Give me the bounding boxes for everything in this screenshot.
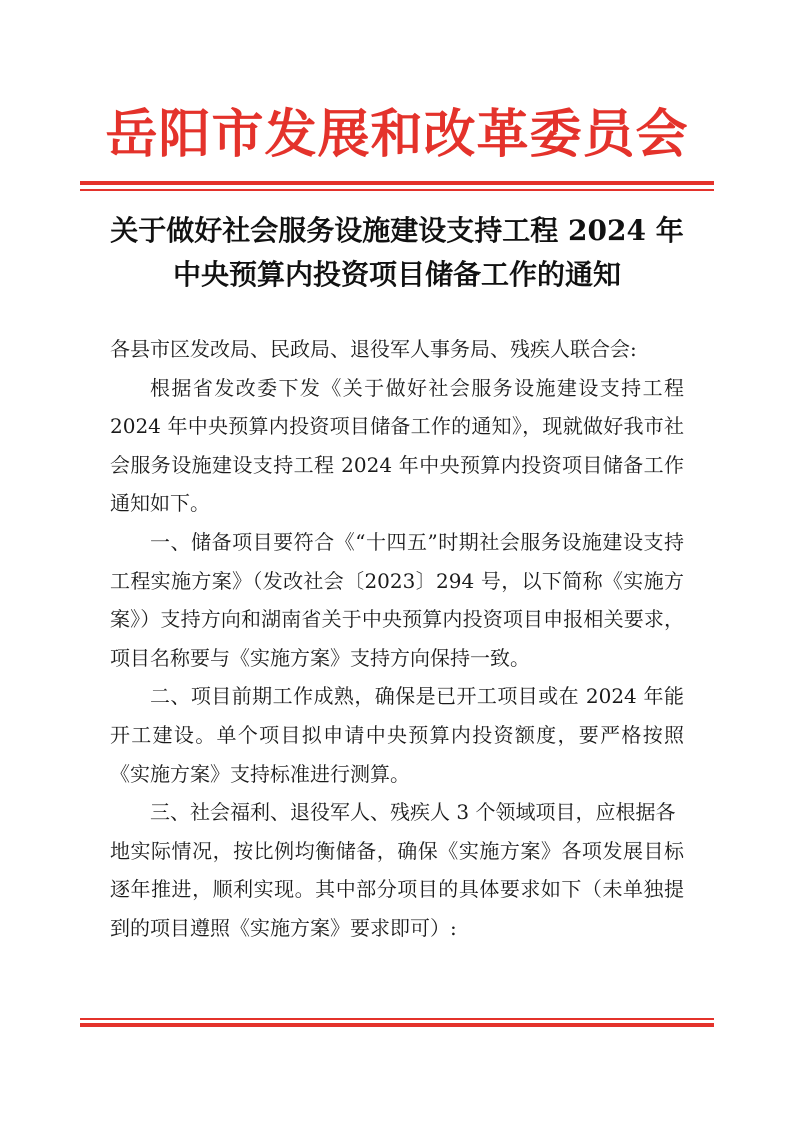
- header-rule-thick: [80, 181, 714, 185]
- notice-title: [60, 209, 734, 297]
- notice-title-line-1: 关于做好社会服务设施建设支持工程 2024 年: [110, 214, 684, 247]
- footer-rule-thin: [80, 1018, 714, 1020]
- item-3-paragraph-part-1: 三、社会福利、退役军人、残疾人 3 个领域项目，应根据各: [150, 800, 676, 825]
- notice-title-line-2: 中央预算内投资项目储备工作的通知: [172, 258, 621, 291]
- notice-body: [110, 330, 684, 948]
- org-header-title: 岳阳市发展和改革委员会: [105, 104, 689, 165]
- header-rule-thin: [80, 189, 714, 191]
- item-1-paragraph: 一、储备项目要符合《“十四五”时期社会服务设施建设支持工程实施方案》（发改社会〔2023〕294 号，以下简称《实施方案》）支持方向和湖南省关于中央预算内投资项目申报相关要求，项目名称要与《实施方案》支持方向保持一致。: [110, 529, 684, 670]
- item-2-paragraph: 二、项目前期工作成熟，确保是已开工项目或在 2024 年能开工建设。单个项目拟申请中央预算内投资额度，要严格按照《实施方案》支持标准进行测算。: [110, 684, 684, 786]
- item-3-paragraph-part-2: 地实际情况，按比例均衡储备，确保《实施方案》各项发展目标逐年推进，顺利实现。其中部分项目的具体要求如下（未单独提到的项目遵照《实施方案》要求即可）:: [110, 838, 684, 940]
- salutation: 各县市区发改局、民政局、退役军人事务局、残疾人联合会:: [110, 337, 637, 361]
- footer-rule-thick: [80, 1023, 714, 1027]
- intro-paragraph: 根据省发改委下发《关于做好社会服务设施建设支持工程 2024 年中央预算内投资项目储备工作的通知》，现就做好我市社会服务设施建设支持工程 2024 年中央预算内投资项目储备工作通知如下。: [110, 375, 684, 516]
